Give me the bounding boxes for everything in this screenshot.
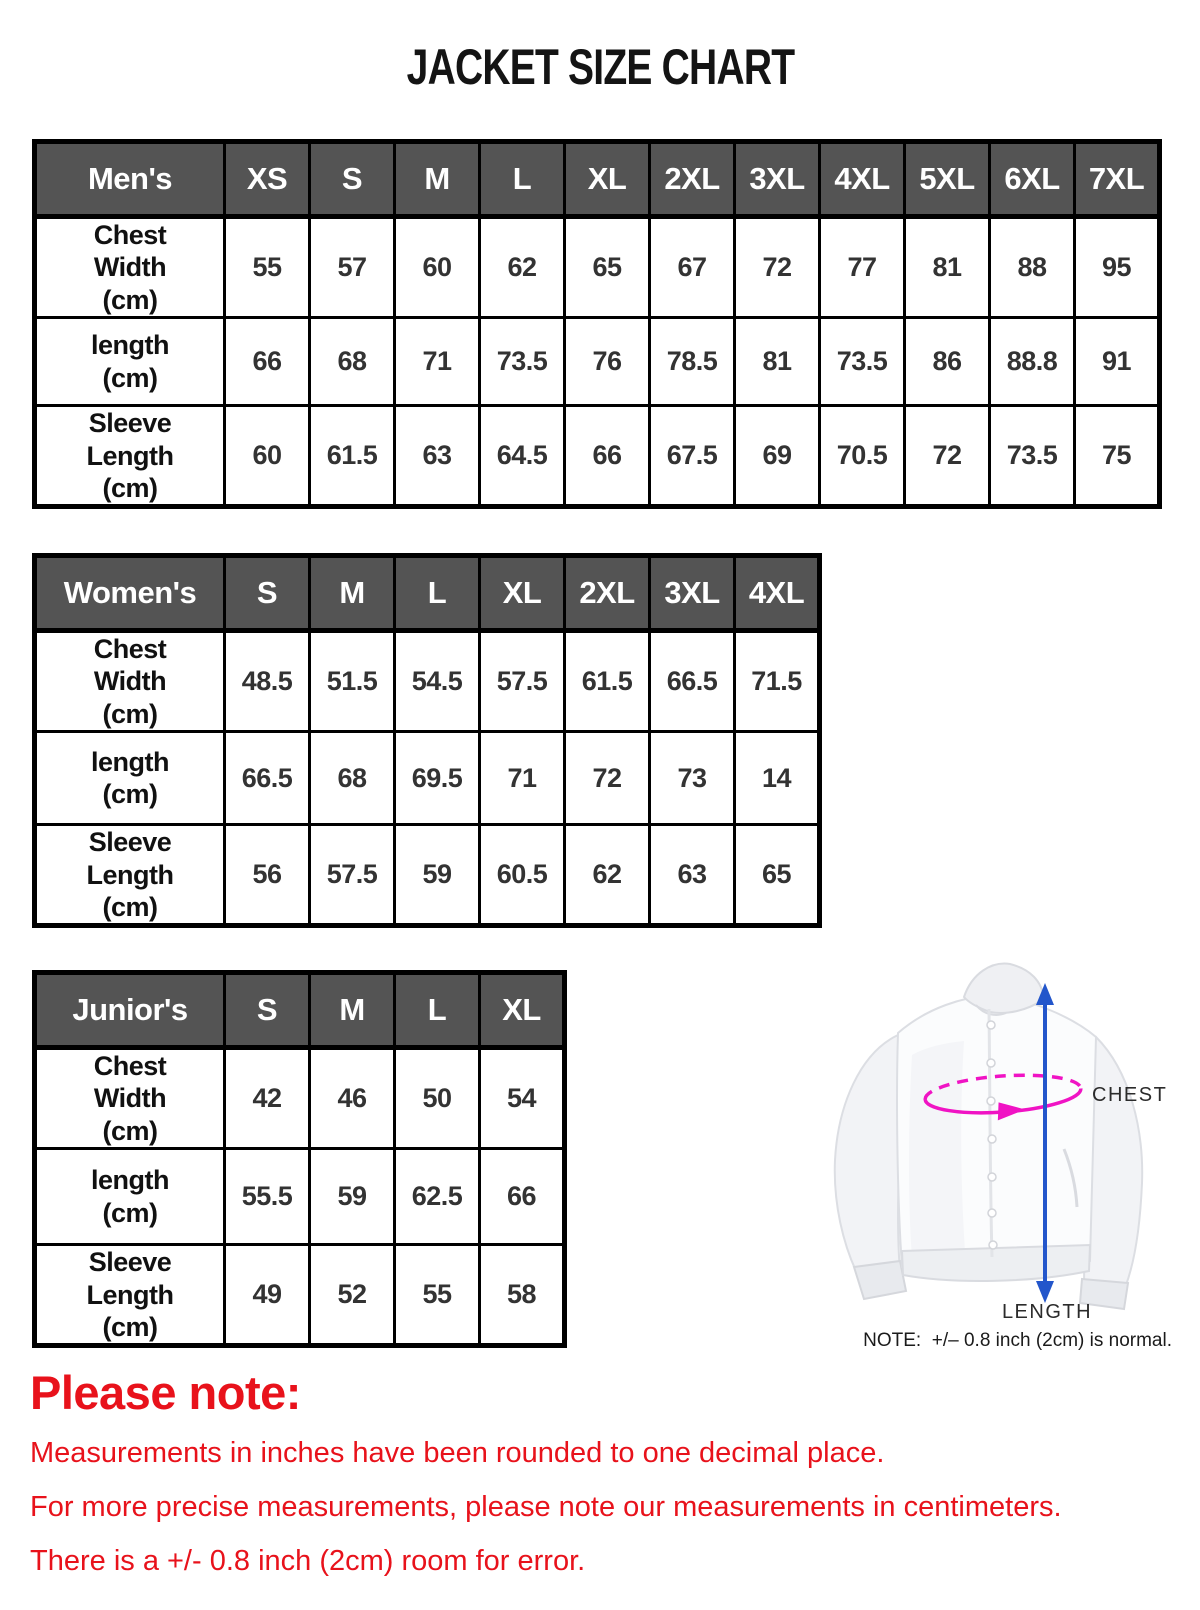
mens-value-cell: 88 bbox=[990, 217, 1075, 318]
womens-value-cell: 62 bbox=[565, 825, 650, 926]
womens-row-label: Sleeve Length (cm) bbox=[35, 825, 225, 926]
juniors-size-header-m: M bbox=[310, 973, 395, 1048]
chest-label: CHEST bbox=[1092, 1084, 1168, 1106]
juniors-value-cell: 54 bbox=[480, 1048, 565, 1149]
mens-value-cell: 88.8 bbox=[990, 318, 1075, 406]
womens-value-cell: 54.5 bbox=[395, 631, 480, 732]
mens-data-row bbox=[35, 406, 1160, 507]
juniors-value-cell: 46 bbox=[310, 1048, 395, 1149]
womens-value-cell: 68 bbox=[310, 732, 395, 825]
womens-size-header-xl: XL bbox=[480, 556, 565, 631]
mens-header-row bbox=[35, 142, 1160, 217]
footer-line-2: For more precise measurements, please note our measurements in centimeters. bbox=[30, 1490, 1062, 1523]
mens-value-cell: 66 bbox=[225, 318, 310, 406]
mens-size-header-xs: XS bbox=[225, 142, 310, 217]
mens-value-cell: 67.5 bbox=[650, 406, 735, 507]
juniors-value-cell: 55.5 bbox=[225, 1149, 310, 1245]
womens-row-label: length (cm) bbox=[35, 732, 225, 825]
mens-data-row bbox=[35, 318, 1160, 406]
juniors-value-cell: 50 bbox=[395, 1048, 480, 1149]
jacket-left-sleeve bbox=[835, 1035, 901, 1278]
mens-row-label: Chest Width (cm) bbox=[35, 217, 225, 318]
mens-value-cell: 72 bbox=[735, 217, 820, 318]
mens-size-header-xl: XL bbox=[565, 142, 650, 217]
mens-value-cell: 75 bbox=[1075, 406, 1160, 507]
womens-row-label: Chest Width (cm) bbox=[35, 631, 225, 732]
womens-value-cell: 51.5 bbox=[310, 631, 395, 732]
womens-value-cell: 57.5 bbox=[480, 631, 565, 732]
womens-data-row bbox=[35, 825, 820, 926]
tolerance-note: NOTE: +/– 0.8 inch (2cm) is normal. bbox=[863, 1330, 1172, 1351]
juniors-header-row bbox=[35, 973, 565, 1048]
juniors-size-table bbox=[32, 970, 567, 1348]
jacket-illustration bbox=[835, 964, 1142, 1309]
page-title-text: JACKET SIZE CHART bbox=[406, 39, 794, 95]
juniors-size-header-xl: XL bbox=[480, 973, 565, 1048]
juniors-row-label: Sleeve Length (cm) bbox=[35, 1245, 225, 1346]
mens-value-cell: 91 bbox=[1075, 318, 1160, 406]
womens-size-header-l: L bbox=[395, 556, 480, 631]
mens-value-cell: 57 bbox=[310, 217, 395, 318]
mens-size-header-s: S bbox=[310, 142, 395, 217]
mens-size-header-7xl: 7XL bbox=[1075, 142, 1160, 217]
mens-value-cell: 55 bbox=[225, 217, 310, 318]
womens-value-cell: 48.5 bbox=[225, 631, 310, 732]
please-note-heading: Please note: bbox=[30, 1366, 301, 1419]
womens-value-cell: 61.5 bbox=[565, 631, 650, 732]
mens-value-cell: 73.5 bbox=[480, 318, 565, 406]
womens-value-cell: 69.5 bbox=[395, 732, 480, 825]
womens-size-table bbox=[32, 553, 822, 928]
womens-value-cell: 14 bbox=[735, 732, 820, 825]
womens-group-header: Women's bbox=[35, 556, 225, 631]
juniors-value-cell: 59 bbox=[310, 1149, 395, 1245]
mens-value-cell: 70.5 bbox=[820, 406, 905, 507]
womens-value-cell: 59 bbox=[395, 825, 480, 926]
juniors-value-cell: 52 bbox=[310, 1245, 395, 1346]
mens-value-cell: 81 bbox=[735, 318, 820, 406]
womens-value-cell: 71.5 bbox=[735, 631, 820, 732]
mens-value-cell: 81 bbox=[905, 217, 990, 318]
please-note-section bbox=[30, 1366, 1170, 1597]
womens-value-cell: 66.5 bbox=[650, 631, 735, 732]
juniors-value-cell: 66 bbox=[480, 1149, 565, 1245]
mens-size-header-2xl: 2XL bbox=[650, 142, 735, 217]
womens-value-cell: 56 bbox=[225, 825, 310, 926]
womens-value-cell: 71 bbox=[480, 732, 565, 825]
mens-value-cell: 69 bbox=[735, 406, 820, 507]
jacket-hem-band bbox=[902, 1245, 1090, 1281]
womens-value-cell: 73 bbox=[650, 732, 735, 825]
mens-size-header-l: L bbox=[480, 142, 565, 217]
jacket-left-cuff bbox=[854, 1261, 906, 1299]
womens-data-row bbox=[35, 631, 820, 732]
juniors-value-cell: 42 bbox=[225, 1048, 310, 1149]
mens-value-cell: 86 bbox=[905, 318, 990, 406]
mens-size-header-6xl: 6XL bbox=[990, 142, 1075, 217]
womens-value-cell: 72 bbox=[565, 732, 650, 825]
juniors-data-row bbox=[35, 1048, 565, 1149]
womens-header-row bbox=[35, 556, 820, 631]
mens-size-table bbox=[32, 139, 1162, 509]
mens-value-cell: 65 bbox=[565, 217, 650, 318]
footer-line-3: There is a +/- 0.8 inch (2cm) room for error. bbox=[30, 1544, 586, 1577]
mens-value-cell: 77 bbox=[820, 217, 905, 318]
mens-value-cell: 67 bbox=[650, 217, 735, 318]
mens-size-header-4xl: 4XL bbox=[820, 142, 905, 217]
mens-size-header-3xl: 3XL bbox=[735, 142, 820, 217]
womens-size-header-3xl: 3XL bbox=[650, 556, 735, 631]
juniors-data-row bbox=[35, 1149, 565, 1245]
mens-group-header: Men's bbox=[35, 142, 225, 217]
womens-value-cell: 65 bbox=[735, 825, 820, 926]
page-title bbox=[0, 38, 1200, 96]
juniors-row-label: length (cm) bbox=[35, 1149, 225, 1245]
mens-value-cell: 63 bbox=[395, 406, 480, 507]
juniors-group-header: Junior's bbox=[35, 973, 225, 1048]
juniors-row-label: Chest Width (cm) bbox=[35, 1048, 225, 1149]
mens-value-cell: 61.5 bbox=[310, 406, 395, 507]
footer-line-1: Measurements in inches have been rounded to one decimal place. bbox=[30, 1437, 885, 1470]
jacket-measurement-diagram bbox=[780, 945, 1180, 1325]
length-label: LENGTH bbox=[1001, 1301, 1093, 1323]
mens-value-cell: 95 bbox=[1075, 217, 1160, 318]
womens-size-header-4xl: 4XL bbox=[735, 556, 820, 631]
mens-row-label: Sleeve Length (cm) bbox=[35, 406, 225, 507]
jacket-shading bbox=[909, 1041, 966, 1265]
mens-value-cell: 78.5 bbox=[650, 318, 735, 406]
juniors-size-header-s: S bbox=[225, 973, 310, 1048]
mens-value-cell: 73.5 bbox=[990, 406, 1075, 507]
womens-value-cell: 57.5 bbox=[310, 825, 395, 926]
mens-value-cell: 73.5 bbox=[820, 318, 905, 406]
juniors-value-cell: 58 bbox=[480, 1245, 565, 1346]
juniors-data-row bbox=[35, 1245, 565, 1346]
mens-value-cell: 71 bbox=[395, 318, 480, 406]
mens-value-cell: 60 bbox=[395, 217, 480, 318]
mens-value-cell: 60 bbox=[225, 406, 310, 507]
mens-row-label: length (cm) bbox=[35, 318, 225, 406]
mens-data-row bbox=[35, 217, 1160, 318]
womens-size-header-2xl: 2XL bbox=[565, 556, 650, 631]
womens-value-cell: 63 bbox=[650, 825, 735, 926]
womens-value-cell: 66.5 bbox=[225, 732, 310, 825]
womens-size-header-s: S bbox=[225, 556, 310, 631]
mens-value-cell: 76 bbox=[565, 318, 650, 406]
mens-size-header-5xl: 5XL bbox=[905, 142, 990, 217]
womens-data-row bbox=[35, 732, 820, 825]
womens-size-header-m: M bbox=[310, 556, 395, 631]
juniors-value-cell: 62.5 bbox=[395, 1149, 480, 1245]
mens-value-cell: 66 bbox=[565, 406, 650, 507]
juniors-size-header-l: L bbox=[395, 973, 480, 1048]
womens-value-cell: 60.5 bbox=[480, 825, 565, 926]
mens-value-cell: 68 bbox=[310, 318, 395, 406]
juniors-value-cell: 49 bbox=[225, 1245, 310, 1346]
mens-value-cell: 64.5 bbox=[480, 406, 565, 507]
mens-value-cell: 72 bbox=[905, 406, 990, 507]
mens-value-cell: 62 bbox=[480, 217, 565, 318]
mens-size-header-m: M bbox=[395, 142, 480, 217]
juniors-value-cell: 55 bbox=[395, 1245, 480, 1346]
